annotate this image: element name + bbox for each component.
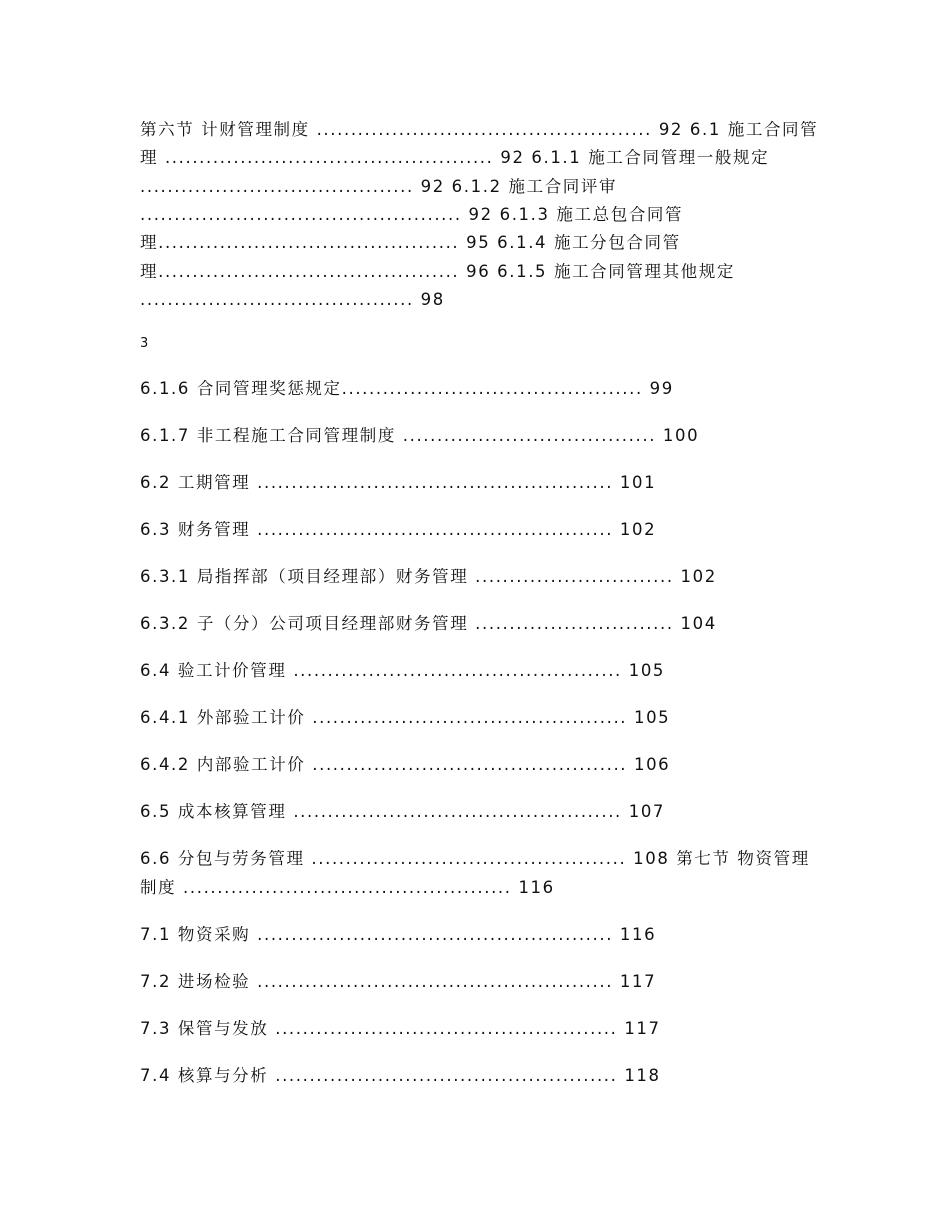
toc-line: 理 ................................................ 92 6.1.1 施工合同管理一般规定 [140,148,770,167]
toc-line: ............................................... 92 6.1.3 施工总包合同管 [140,205,684,224]
toc-line: 理............................................ 96 6.1.5 施工合同管理其他规定 [140,262,735,281]
toc-entry: 6.6 分包与劳务管理 .............................................. 108 第七节 物资管理 [140,849,810,868]
toc-entry: 7.1 物资采购 .................................................... 116 [140,925,657,944]
toc-line: 第六节 计财管理制度 ................................................. 92 6.1 施工合同管 [140,120,819,139]
toc-entry: 6.3.1 局指挥部（项目经理部）财务管理 ............................. 102 [140,567,717,586]
toc-entry: 7.3 保管与发放 .................................................. 117 [140,1019,661,1038]
toc-entry: 6.4.1 外部验工计价 .............................................. 105 [140,708,671,727]
toc-entry: 6.4 验工计价管理 ................................................ 105 [140,661,666,680]
toc-entry: 制度 ................................................ 116 [140,878,555,897]
toc-entry: 6.1.7 非工程施工合同管理制度 ..................................... 100 [140,426,700,445]
page-number: 3 [140,336,149,351]
toc-entry: 6.2 工期管理 .................................................... 101 [140,473,657,492]
toc-entry: 6.1.6 合同管理奖惩规定............................................ 99 [140,379,674,398]
toc-entry: 6.3 财务管理 .................................................... 102 [140,520,657,539]
toc-entry: 7.4 核算与分析 .................................................. 118 [140,1066,661,1085]
toc-entry: 6.5 成本核算管理 ................................................ 107 [140,802,666,821]
toc-entry: 6.3.2 子（分）公司项目经理部财务管理 ............................. 104 [140,614,717,633]
toc-line: 理............................................ 95 6.1.4 施工分包合同管 [140,233,681,252]
toc-entry: 7.2 进场检验 .................................................... 117 [140,972,657,991]
toc-line: ........................................ 98 [140,290,445,309]
toc-entry: 6.4.2 内部验工计价 .............................................. 106 [140,755,671,774]
toc-line: ........................................ 92 6.1.2 施工合同评审 [140,177,618,196]
